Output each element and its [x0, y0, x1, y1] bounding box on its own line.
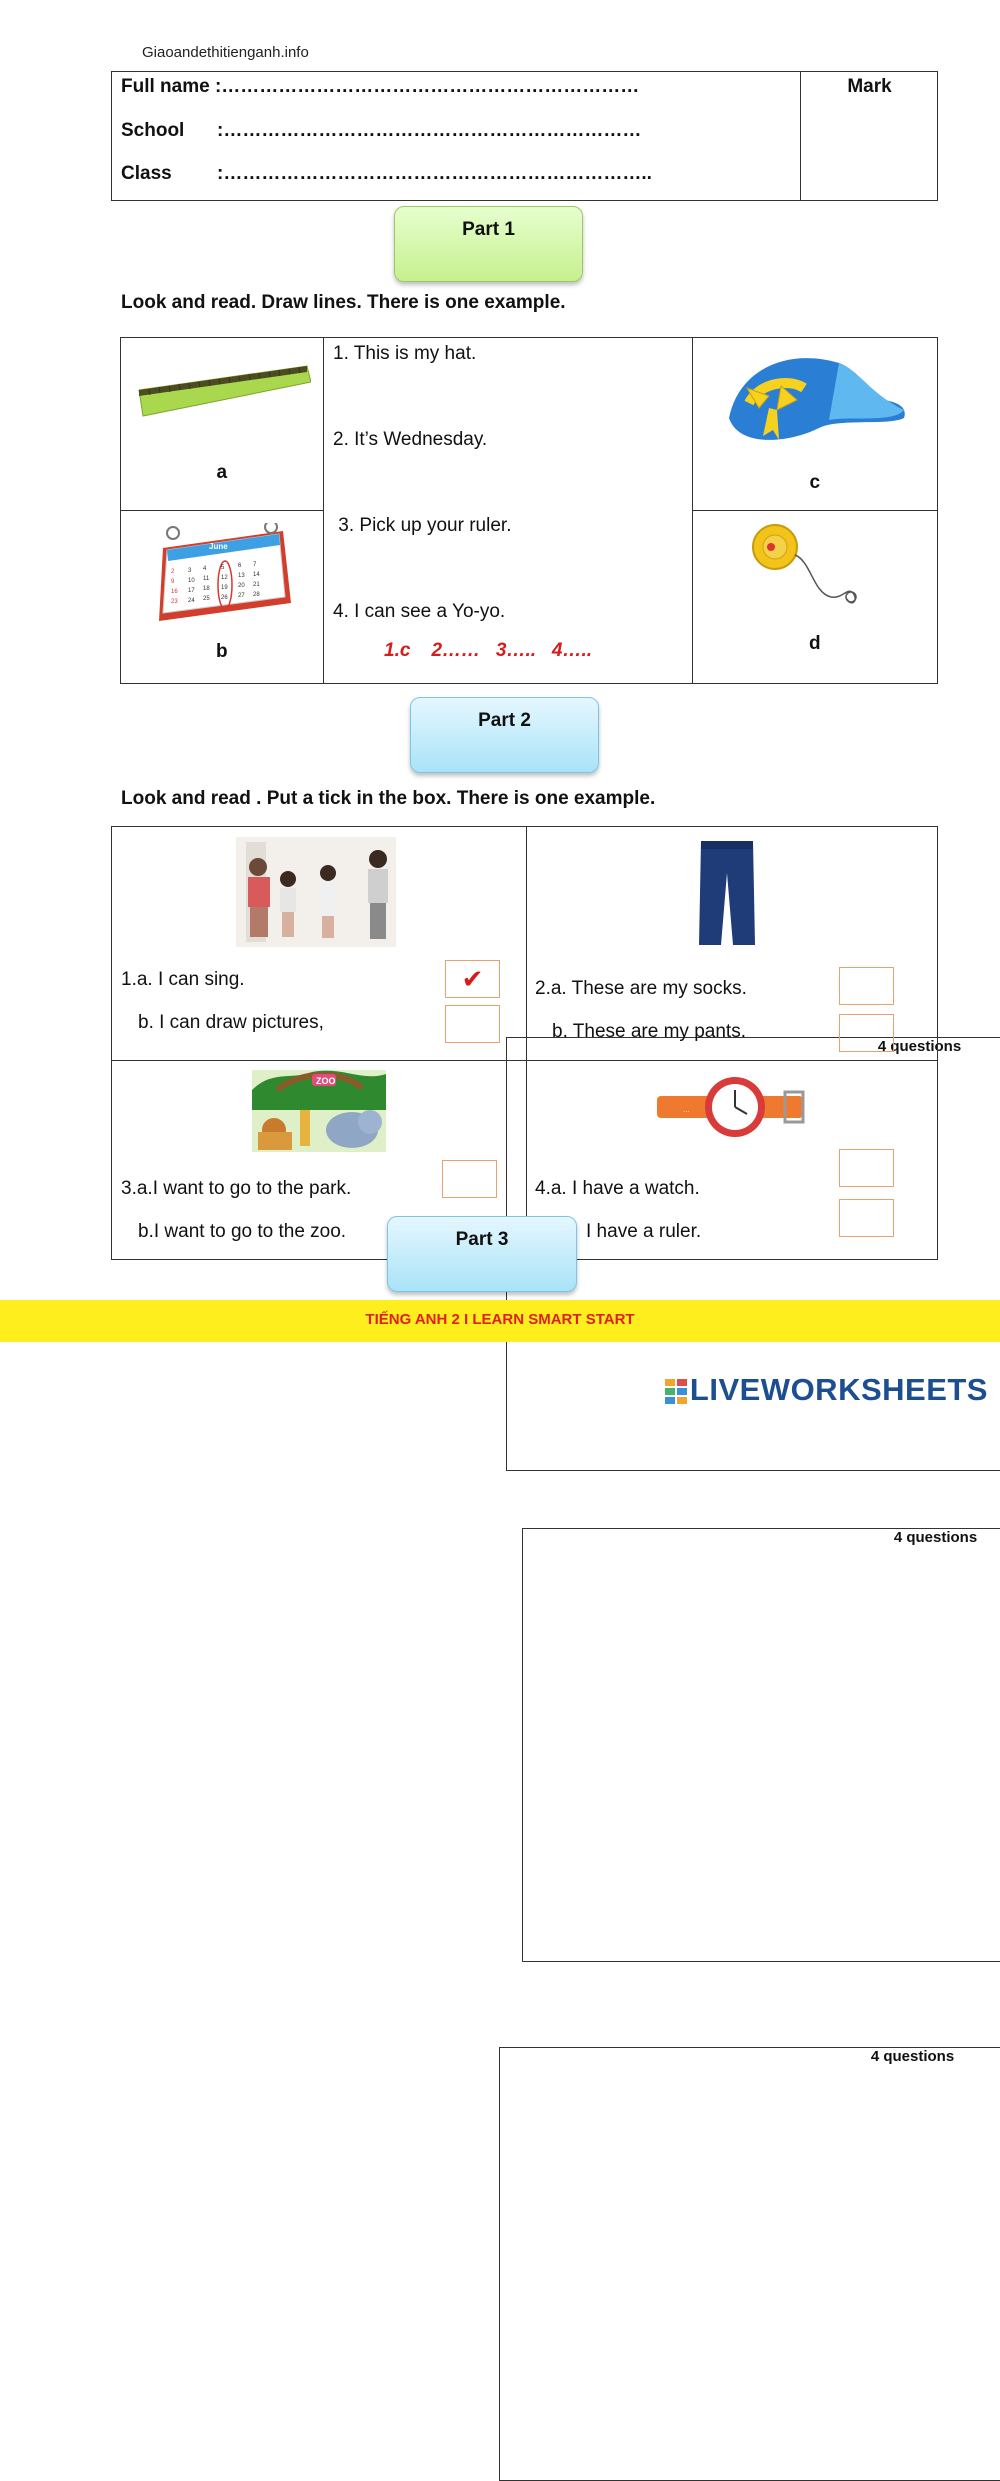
svg-text:12: 12	[221, 575, 228, 581]
svg-text:11: 11	[203, 576, 210, 582]
fullname-label: Full name	[121, 76, 210, 97]
svg-text:25: 25	[203, 596, 210, 602]
part2-grid	[111, 826, 938, 1260]
svg-text:9: 9	[171, 579, 175, 585]
brand-text: LIVEWORKSHEETS	[689, 1372, 988, 1407]
svg-text:19: 19	[221, 585, 228, 591]
part1-instruction: Look and read. Draw lines. There is one example.	[121, 292, 566, 313]
svg-text:...: ...	[683, 1105, 690, 1114]
svg-text:2: 2	[171, 569, 175, 575]
singing-children-image	[236, 837, 396, 947]
sentence-4: 4. I can see a Yo-yo.	[333, 601, 506, 622]
q4-option-b: I have a ruler.	[586, 1221, 702, 1242]
answer-line[interactable]: 1.c 2…… 3….. 4…..	[384, 640, 593, 661]
part3-title: Part 3	[455, 1229, 509, 1250]
calendar-month: June	[209, 542, 228, 551]
cell-c[interactable]	[692, 338, 937, 511]
svg-text:20: 20	[238, 583, 245, 589]
sentence-1: 1. This is my hat.	[333, 343, 477, 364]
svg-text:7: 7	[253, 562, 257, 568]
mark-label: Mark	[847, 76, 892, 97]
part2-instruction: Look and read . Put a tick in the box. There is one example.	[121, 788, 656, 809]
yoyo-icon	[751, 517, 871, 613]
part2-subtitle: 4 questions	[522, 1528, 1000, 1962]
footer-banner-text: TIẾNG ANH 2 I LEARN SMART START	[365, 1311, 635, 1328]
part1-subtitle: 4 questions	[506, 1037, 1000, 1471]
svg-text:26: 26	[221, 595, 228, 601]
footer-banner	[0, 1300, 1000, 1342]
svg-text:18: 18	[203, 586, 210, 592]
site-watermark: Giaoandethitienganh.info	[142, 44, 309, 61]
fullname-field[interactable]: :…………………………………………………………	[214, 76, 640, 97]
sentence-2: 2. It’s Wednesday.	[333, 429, 488, 450]
svg-text:5: 5	[221, 565, 225, 571]
part1-table	[120, 337, 938, 684]
letter-a: a	[216, 462, 228, 483]
school-field[interactable]: :…………………………………………………………	[217, 120, 642, 141]
cell-b[interactable]	[121, 511, 324, 684]
q1-option-b: b. I can draw pictures,	[138, 1012, 324, 1033]
school-label: School	[121, 120, 185, 141]
letter-d: d	[808, 633, 821, 654]
student-info-box	[111, 71, 938, 201]
svg-text:4: 4	[203, 566, 207, 572]
q1-b-checkbox[interactable]	[445, 1005, 500, 1043]
svg-text:28: 28	[253, 592, 260, 598]
q2-a-checkbox[interactable]	[839, 967, 894, 1005]
q3-a-checkbox[interactable]	[442, 1160, 497, 1198]
svg-text:23: 23	[171, 599, 178, 605]
q2-b-checkbox[interactable]	[839, 1014, 894, 1052]
watch-icon	[655, 1070, 805, 1144]
grid-vline	[526, 827, 527, 1259]
svg-text:27: 27	[238, 593, 245, 599]
part3-subtitle: 4 questions	[499, 2047, 1000, 2481]
q4-option-a: 4.a. I have a watch.	[535, 1178, 700, 1199]
q1-option-a: 1.a. I can sing.	[121, 969, 245, 990]
calendar-icon	[153, 523, 295, 623]
svg-text:16: 16	[171, 589, 178, 595]
grid-hline	[112, 1060, 937, 1061]
hat-icon	[719, 348, 909, 458]
letter-c: c	[809, 472, 821, 493]
q2-option-b: b. These are my pants.	[552, 1021, 746, 1042]
letter-b: b	[215, 641, 228, 662]
pants-icon	[697, 839, 757, 947]
class-field[interactable]: :…………………………………………………………..	[217, 163, 652, 184]
liveworksheets-logo	[665, 1372, 988, 1408]
svg-text:13: 13	[238, 573, 245, 579]
sentence-3: 3. Pick up your ruler.	[333, 515, 512, 536]
q4-a-checkbox[interactable]	[839, 1149, 894, 1187]
zoo-image	[252, 1070, 386, 1152]
q3-option-b: b.I want to go to the zoo.	[138, 1221, 347, 1242]
q4-b-checkbox[interactable]	[839, 1199, 894, 1237]
svg-text:24: 24	[188, 598, 195, 604]
part1-title: Part 1	[462, 219, 515, 240]
q3-option-a: 3.a.I want to go to the park.	[121, 1178, 352, 1199]
class-label: Class	[121, 163, 172, 184]
fullname-row	[121, 76, 639, 98]
cell-a[interactable]	[121, 338, 324, 511]
q2-option-a: 2.a. These are my socks.	[535, 978, 747, 999]
svg-text:21: 21	[253, 582, 260, 588]
zoo-sign-text: ZOO	[316, 1076, 336, 1086]
liveworksheets-icon	[665, 1379, 687, 1405]
svg-text:14: 14	[253, 572, 260, 578]
school-row	[121, 120, 641, 142]
class-row	[121, 163, 652, 185]
svg-text:3: 3	[188, 568, 192, 574]
q1-a-checkbox[interactable]: ✔	[445, 960, 500, 998]
svg-text:10: 10	[188, 578, 195, 584]
cell-d[interactable]	[692, 511, 937, 684]
svg-text:17: 17	[188, 588, 195, 594]
svg-text:6: 6	[238, 563, 242, 569]
part2-title: Part 2	[478, 710, 531, 731]
sentences-cell	[323, 338, 692, 684]
ruler-icon	[135, 352, 311, 426]
